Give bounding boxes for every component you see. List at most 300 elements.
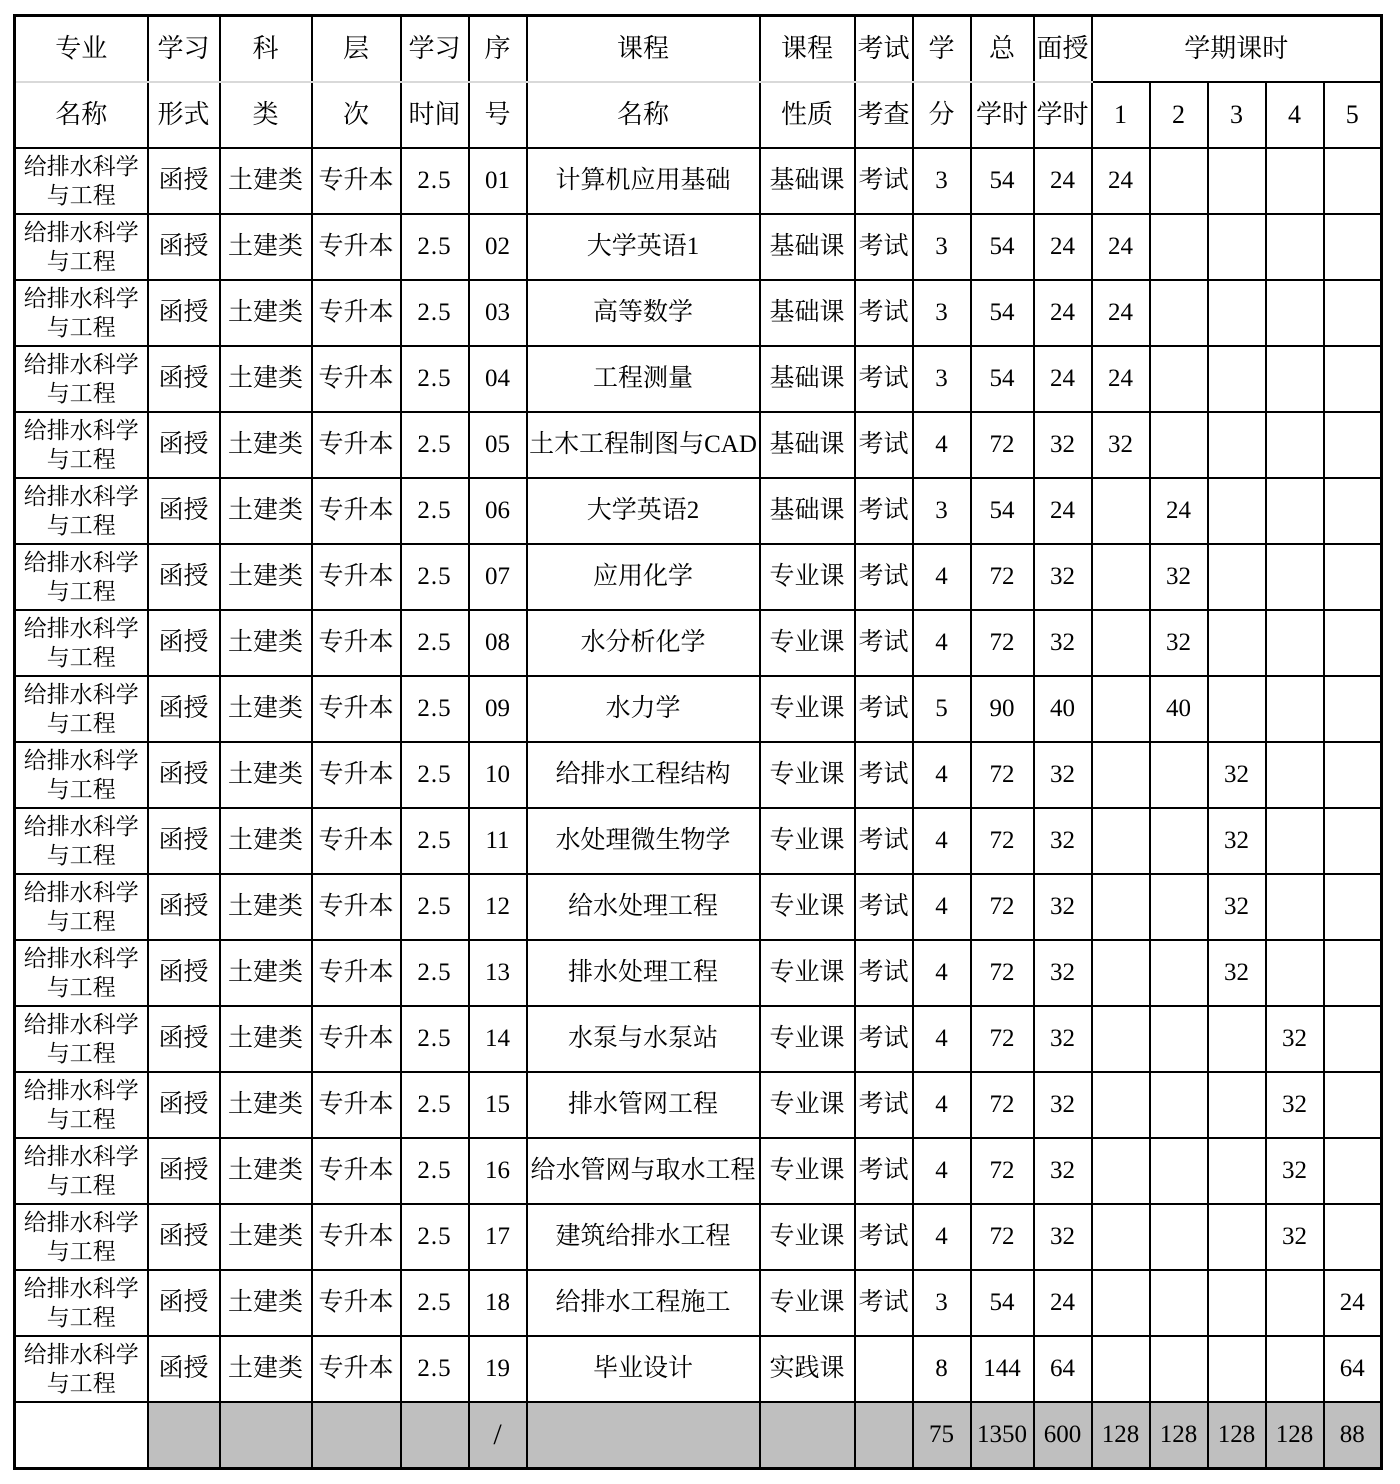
level-cell: 专升本 bbox=[312, 610, 401, 676]
total-hours-cell: 72 bbox=[971, 544, 1034, 610]
study-duration-cell: 2.5 bbox=[401, 1336, 469, 1402]
semester-5-hours-cell bbox=[1324, 742, 1382, 808]
face-to-face-hours-cell: 600 bbox=[1034, 1402, 1092, 1469]
subject-category-cell: 土建类 bbox=[220, 280, 312, 346]
semester-1-hours-cell bbox=[1092, 478, 1150, 544]
level-cell: 专升本 bbox=[312, 280, 401, 346]
credits-cell: 4 bbox=[913, 1138, 971, 1204]
table-body bbox=[15, 148, 1382, 1469]
course-name-cell: 土木工程制图与CAD bbox=[527, 412, 760, 478]
total-hours-cell: 90 bbox=[971, 676, 1034, 742]
course-name-cell: 计算机应用基础 bbox=[527, 148, 760, 214]
study-duration-cell: 2.5 bbox=[401, 874, 469, 940]
course-row bbox=[15, 148, 1382, 214]
semester-2-hours-cell: 32 bbox=[1150, 610, 1208, 676]
total-hours-cell: 72 bbox=[971, 808, 1034, 874]
course-name-cell: 排水管网工程 bbox=[527, 1072, 760, 1138]
header-exam-type: 考试 bbox=[855, 16, 913, 83]
semester-3-hours-cell bbox=[1208, 280, 1266, 346]
seq-no-cell: 11 bbox=[469, 808, 527, 874]
face-to-face-hours-cell: 32 bbox=[1034, 1072, 1092, 1138]
major-name-cell: 给排水科学与工程 bbox=[15, 412, 148, 478]
level-cell bbox=[312, 1402, 401, 1469]
semester-3-hours-cell bbox=[1208, 1336, 1266, 1402]
subject-category-cell: 土建类 bbox=[220, 478, 312, 544]
study-duration-cell: 2.5 bbox=[401, 610, 469, 676]
credits-cell: 3 bbox=[913, 1270, 971, 1336]
course-row bbox=[15, 610, 1382, 676]
study-duration-cell: 2.5 bbox=[401, 1006, 469, 1072]
study-duration-cell: 2.5 bbox=[401, 148, 469, 214]
header-credits-2: 分 bbox=[913, 82, 971, 148]
major-name-cell: 给排水科学与工程 bbox=[15, 874, 148, 940]
semester-1-hours-cell: 24 bbox=[1092, 214, 1150, 280]
course-nature-cell: 专业课 bbox=[760, 1204, 855, 1270]
semester-5-hours-cell bbox=[1324, 280, 1382, 346]
exam-type-cell: 考试 bbox=[855, 742, 913, 808]
semester-3-hours-cell bbox=[1208, 412, 1266, 478]
course-name-cell: 水处理微生物学 bbox=[527, 808, 760, 874]
exam-type-cell: 考试 bbox=[855, 610, 913, 676]
face-to-face-hours-cell: 32 bbox=[1034, 412, 1092, 478]
header-study-duration: 学习 bbox=[401, 16, 469, 83]
credits-cell: 8 bbox=[913, 1336, 971, 1402]
study-duration-cell: 2.5 bbox=[401, 742, 469, 808]
credits-cell: 4 bbox=[913, 1204, 971, 1270]
level-cell: 专升本 bbox=[312, 214, 401, 280]
semester-3-hours-cell: 32 bbox=[1208, 874, 1266, 940]
course-name-cell: 建筑给排水工程 bbox=[527, 1204, 760, 1270]
face-to-face-hours-cell: 32 bbox=[1034, 1138, 1092, 1204]
course-name-cell: 大学英语1 bbox=[527, 214, 760, 280]
face-to-face-hours-cell: 32 bbox=[1034, 1204, 1092, 1270]
study-form-cell: 函授 bbox=[148, 1336, 220, 1402]
credits-cell: 3 bbox=[913, 346, 971, 412]
course-row bbox=[15, 214, 1382, 280]
semester-3-hours-cell bbox=[1208, 346, 1266, 412]
course-name-cell: 给排水工程施工 bbox=[527, 1270, 760, 1336]
total-hours-cell: 54 bbox=[971, 214, 1034, 280]
exam-type-cell: 考试 bbox=[855, 940, 913, 1006]
study-duration-cell: 2.5 bbox=[401, 1138, 469, 1204]
credits-cell: 4 bbox=[913, 412, 971, 478]
course-row bbox=[15, 1072, 1382, 1138]
major-name-cell: 给排水科学与工程 bbox=[15, 1204, 148, 1270]
semester-4-hours-cell: 32 bbox=[1266, 1204, 1324, 1270]
face-to-face-hours-cell: 24 bbox=[1034, 346, 1092, 412]
major-name-cell: 给排水科学与工程 bbox=[15, 148, 148, 214]
credits-cell: 5 bbox=[913, 676, 971, 742]
semester-3-hours-cell bbox=[1208, 1072, 1266, 1138]
exam-type-cell: 考试 bbox=[855, 214, 913, 280]
course-row bbox=[15, 1204, 1382, 1270]
semester-5-hours-cell bbox=[1324, 214, 1382, 280]
study-form-cell: 函授 bbox=[148, 148, 220, 214]
semester-3-hours-cell bbox=[1208, 1138, 1266, 1204]
major-name-cell: 给排水科学与工程 bbox=[15, 1006, 148, 1072]
semester-3-hours-cell bbox=[1208, 478, 1266, 544]
total-hours-cell: 54 bbox=[971, 280, 1034, 346]
semester-2-hours-cell bbox=[1150, 874, 1208, 940]
exam-type-cell: 考试 bbox=[855, 1138, 913, 1204]
course-name-cell: 排水处理工程 bbox=[527, 940, 760, 1006]
header-course-nature: 课程 bbox=[760, 16, 855, 83]
credits-cell: 3 bbox=[913, 280, 971, 346]
seq-no-cell: 15 bbox=[469, 1072, 527, 1138]
study-duration-cell: 2.5 bbox=[401, 412, 469, 478]
semester-4-hours-cell bbox=[1266, 346, 1324, 412]
total-hours-cell: 72 bbox=[971, 874, 1034, 940]
semester-4-hours-cell bbox=[1266, 1270, 1324, 1336]
level-cell: 专升本 bbox=[312, 346, 401, 412]
semester-2-hours-cell bbox=[1150, 412, 1208, 478]
course-nature-cell: 专业课 bbox=[760, 1006, 855, 1072]
study-form-cell: 函授 bbox=[148, 1006, 220, 1072]
credits-cell: 4 bbox=[913, 808, 971, 874]
face-to-face-hours-cell: 24 bbox=[1034, 214, 1092, 280]
header-seq-no-2: 号 bbox=[469, 82, 527, 148]
semester-5-hours-cell bbox=[1324, 478, 1382, 544]
semester-1-hours-cell bbox=[1092, 544, 1150, 610]
course-nature-cell: 专业课 bbox=[760, 544, 855, 610]
semester-2-hours-cell bbox=[1150, 148, 1208, 214]
semester-1-hours-cell bbox=[1092, 940, 1150, 1006]
course-name-cell: 大学英语2 bbox=[527, 478, 760, 544]
course-nature-cell: 专业课 bbox=[760, 1138, 855, 1204]
semester-5-hours-cell bbox=[1324, 610, 1382, 676]
subject-category-cell: 土建类 bbox=[220, 874, 312, 940]
course-row bbox=[15, 544, 1382, 610]
header-total-hours-2: 学时 bbox=[971, 82, 1034, 148]
semester-3-hours-cell: 32 bbox=[1208, 808, 1266, 874]
semester-3-hours-cell: 32 bbox=[1208, 940, 1266, 1006]
header-study-form: 学习 bbox=[148, 16, 220, 83]
semester-5-hours-cell: 88 bbox=[1324, 1402, 1382, 1469]
semester-3-hours-cell bbox=[1208, 214, 1266, 280]
major-name-cell: 给排水科学与工程 bbox=[15, 610, 148, 676]
seq-no-cell: 10 bbox=[469, 742, 527, 808]
semester-4-hours-cell bbox=[1266, 1336, 1324, 1402]
course-nature-cell: 专业课 bbox=[760, 610, 855, 676]
semester-1-hours-cell bbox=[1092, 610, 1150, 676]
semester-5-hours-cell bbox=[1324, 1072, 1382, 1138]
subject-category-cell: 土建类 bbox=[220, 1336, 312, 1402]
major-name-cell: 给排水科学与工程 bbox=[15, 1138, 148, 1204]
seq-no-cell: / bbox=[469, 1402, 527, 1469]
major-name-cell: 给排水科学与工程 bbox=[15, 940, 148, 1006]
seq-no-cell: 02 bbox=[469, 214, 527, 280]
semester-5-hours-cell bbox=[1324, 1138, 1382, 1204]
level-cell: 专升本 bbox=[312, 1006, 401, 1072]
subject-category-cell: 土建类 bbox=[220, 346, 312, 412]
semester-2-hours-cell bbox=[1150, 214, 1208, 280]
face-to-face-hours-cell: 24 bbox=[1034, 148, 1092, 214]
course-row bbox=[15, 1336, 1382, 1402]
course-row bbox=[15, 874, 1382, 940]
subject-category-cell: 土建类 bbox=[220, 940, 312, 1006]
course-nature-cell: 实践课 bbox=[760, 1336, 855, 1402]
face-to-face-hours-cell: 32 bbox=[1034, 742, 1092, 808]
major-name-cell: 给排水科学与工程 bbox=[15, 478, 148, 544]
total-hours-cell: 72 bbox=[971, 1006, 1034, 1072]
level-cell: 专升本 bbox=[312, 742, 401, 808]
header-semester-1: 1 bbox=[1092, 82, 1150, 148]
semester-2-hours-cell: 40 bbox=[1150, 676, 1208, 742]
total-hours-cell: 1350 bbox=[971, 1402, 1034, 1469]
header-level: 层 bbox=[312, 16, 401, 83]
course-nature-cell: 基础课 bbox=[760, 346, 855, 412]
total-hours-cell: 72 bbox=[971, 940, 1034, 1006]
study-form-cell: 函授 bbox=[148, 874, 220, 940]
total-hours-cell: 54 bbox=[971, 148, 1034, 214]
credits-cell: 4 bbox=[913, 1072, 971, 1138]
exam-type-cell: 考试 bbox=[855, 148, 913, 214]
semester-4-hours-cell bbox=[1266, 676, 1324, 742]
exam-type-cell: 考试 bbox=[855, 412, 913, 478]
semester-3-hours-cell bbox=[1208, 1006, 1266, 1072]
course-nature-cell: 专业课 bbox=[760, 676, 855, 742]
header-study-duration-2: 时间 bbox=[401, 82, 469, 148]
semester-2-hours-cell bbox=[1150, 1336, 1208, 1402]
study-duration-cell: 2.5 bbox=[401, 676, 469, 742]
study-form-cell: 函授 bbox=[148, 1138, 220, 1204]
exam-type-cell: 考试 bbox=[855, 478, 913, 544]
study-duration-cell: 2.5 bbox=[401, 808, 469, 874]
course-row bbox=[15, 1270, 1382, 1336]
semester-1-hours-cell bbox=[1092, 874, 1150, 940]
major-name-cell: 给排水科学与工程 bbox=[15, 1336, 148, 1402]
semester-2-hours-cell bbox=[1150, 1270, 1208, 1336]
semester-3-hours-cell: 32 bbox=[1208, 742, 1266, 808]
level-cell: 专升本 bbox=[312, 1204, 401, 1270]
course-name-cell bbox=[527, 1402, 760, 1469]
semester-4-hours-cell: 32 bbox=[1266, 1138, 1324, 1204]
course-nature-cell bbox=[760, 1402, 855, 1469]
semester-5-hours-cell bbox=[1324, 1204, 1382, 1270]
study-duration-cell: 2.5 bbox=[401, 214, 469, 280]
credits-cell: 4 bbox=[913, 742, 971, 808]
study-duration-cell: 2.5 bbox=[401, 1270, 469, 1336]
course-nature-cell: 专业课 bbox=[760, 874, 855, 940]
table-header bbox=[15, 16, 1382, 149]
study-form-cell: 函授 bbox=[148, 214, 220, 280]
course-row bbox=[15, 478, 1382, 544]
exam-type-cell: 考试 bbox=[855, 874, 913, 940]
exam-type-cell: 考试 bbox=[855, 280, 913, 346]
face-to-face-hours-cell: 32 bbox=[1034, 1006, 1092, 1072]
study-form-cell: 函授 bbox=[148, 1072, 220, 1138]
semester-4-hours-cell bbox=[1266, 148, 1324, 214]
semester-2-hours-cell bbox=[1150, 808, 1208, 874]
semester-4-hours-cell bbox=[1266, 940, 1324, 1006]
course-name-cell: 给水管网与取水工程 bbox=[527, 1138, 760, 1204]
course-row bbox=[15, 412, 1382, 478]
semester-4-hours-cell bbox=[1266, 742, 1324, 808]
exam-type-cell: 考试 bbox=[855, 1204, 913, 1270]
seq-no-cell: 17 bbox=[469, 1204, 527, 1270]
face-to-face-hours-cell: 32 bbox=[1034, 610, 1092, 676]
study-form-cell: 函授 bbox=[148, 940, 220, 1006]
semester-2-hours-cell bbox=[1150, 1138, 1208, 1204]
header-semester-4: 4 bbox=[1266, 82, 1324, 148]
study-form-cell bbox=[148, 1402, 220, 1469]
major-name-cell: 给排水科学与工程 bbox=[15, 544, 148, 610]
semester-1-hours-cell bbox=[1092, 1072, 1150, 1138]
total-hours-cell: 54 bbox=[971, 478, 1034, 544]
course-name-cell: 毕业设计 bbox=[527, 1336, 760, 1402]
seq-no-cell: 03 bbox=[469, 280, 527, 346]
header-major-name: 专业 bbox=[15, 16, 148, 83]
subject-category-cell: 土建类 bbox=[220, 544, 312, 610]
study-form-cell: 函授 bbox=[148, 808, 220, 874]
header-category: 科 bbox=[220, 16, 312, 83]
study-duration-cell: 2.5 bbox=[401, 1072, 469, 1138]
semester-2-hours-cell bbox=[1150, 346, 1208, 412]
exam-type-cell: 考试 bbox=[855, 346, 913, 412]
face-to-face-hours-cell: 32 bbox=[1034, 874, 1092, 940]
level-cell: 专升本 bbox=[312, 874, 401, 940]
study-duration-cell: 2.5 bbox=[401, 280, 469, 346]
header-exam-type-2: 考查 bbox=[855, 82, 913, 148]
header-course-name-2: 名称 bbox=[527, 82, 760, 148]
semester-1-hours-cell bbox=[1092, 1204, 1150, 1270]
level-cell: 专升本 bbox=[312, 676, 401, 742]
semester-1-hours-cell: 32 bbox=[1092, 412, 1150, 478]
semester-5-hours-cell: 24 bbox=[1324, 1270, 1382, 1336]
course-name-cell: 给排水工程结构 bbox=[527, 742, 760, 808]
course-nature-cell: 专业课 bbox=[760, 1072, 855, 1138]
semester-5-hours-cell bbox=[1324, 346, 1382, 412]
semester-5-hours-cell bbox=[1324, 1006, 1382, 1072]
semester-2-hours-cell bbox=[1150, 280, 1208, 346]
credits-cell: 4 bbox=[913, 874, 971, 940]
credits-cell: 3 bbox=[913, 148, 971, 214]
header-row-bottom bbox=[15, 82, 1382, 148]
course-name-cell: 水分析化学 bbox=[527, 610, 760, 676]
semester-3-hours-cell bbox=[1208, 544, 1266, 610]
total-hours-cell: 72 bbox=[971, 742, 1034, 808]
face-to-face-hours-cell: 24 bbox=[1034, 1270, 1092, 1336]
semester-3-hours-cell bbox=[1208, 148, 1266, 214]
study-form-cell: 函授 bbox=[148, 1204, 220, 1270]
curriculum-table-container bbox=[13, 14, 1383, 1470]
header-semester-hours-group: 学期课时 bbox=[1092, 16, 1382, 83]
level-cell: 专升本 bbox=[312, 544, 401, 610]
major-name-cell: 给排水科学与工程 bbox=[15, 1270, 148, 1336]
subject-category-cell: 土建类 bbox=[220, 1270, 312, 1336]
semester-5-hours-cell bbox=[1324, 808, 1382, 874]
semester-4-hours-cell bbox=[1266, 280, 1324, 346]
header-study-form-2: 形式 bbox=[148, 82, 220, 148]
major-name-cell bbox=[15, 1402, 148, 1469]
subject-category-cell: 土建类 bbox=[220, 214, 312, 280]
study-form-cell: 函授 bbox=[148, 544, 220, 610]
exam-type-cell bbox=[855, 1402, 913, 1469]
course-row bbox=[15, 808, 1382, 874]
course-row bbox=[15, 940, 1382, 1006]
semester-1-hours-cell bbox=[1092, 1336, 1150, 1402]
subject-category-cell: 土建类 bbox=[220, 676, 312, 742]
course-nature-cell: 基础课 bbox=[760, 478, 855, 544]
major-name-cell: 给排水科学与工程 bbox=[15, 280, 148, 346]
semester-5-hours-cell bbox=[1324, 676, 1382, 742]
study-duration-cell: 2.5 bbox=[401, 940, 469, 1006]
seq-no-cell: 16 bbox=[469, 1138, 527, 1204]
subject-category-cell: 土建类 bbox=[220, 412, 312, 478]
semester-4-hours-cell: 32 bbox=[1266, 1072, 1324, 1138]
study-form-cell: 函授 bbox=[148, 610, 220, 676]
course-row bbox=[15, 1138, 1382, 1204]
subject-category-cell bbox=[220, 1402, 312, 1469]
major-name-cell: 给排水科学与工程 bbox=[15, 346, 148, 412]
header-row-top bbox=[15, 16, 1382, 83]
exam-type-cell: 考试 bbox=[855, 544, 913, 610]
semester-5-hours-cell: 64 bbox=[1324, 1336, 1382, 1402]
semester-1-hours-cell: 24 bbox=[1092, 346, 1150, 412]
course-nature-cell: 专业课 bbox=[760, 940, 855, 1006]
semester-4-hours-cell bbox=[1266, 874, 1324, 940]
semester-4-hours-cell bbox=[1266, 610, 1324, 676]
semester-4-hours-cell bbox=[1266, 544, 1324, 610]
subject-category-cell: 土建类 bbox=[220, 1138, 312, 1204]
face-to-face-hours-cell: 24 bbox=[1034, 280, 1092, 346]
course-nature-cell: 专业课 bbox=[760, 742, 855, 808]
course-row bbox=[15, 280, 1382, 346]
face-to-face-hours-cell: 32 bbox=[1034, 808, 1092, 874]
exam-type-cell bbox=[855, 1336, 913, 1402]
course-name-cell: 高等数学 bbox=[527, 280, 760, 346]
semester-1-hours-cell bbox=[1092, 808, 1150, 874]
header-level-2: 次 bbox=[312, 82, 401, 148]
semester-3-hours-cell bbox=[1208, 1204, 1266, 1270]
semester-2-hours-cell bbox=[1150, 1204, 1208, 1270]
semester-3-hours-cell bbox=[1208, 610, 1266, 676]
study-duration-cell bbox=[401, 1402, 469, 1469]
subject-category-cell: 土建类 bbox=[220, 148, 312, 214]
study-form-cell: 函授 bbox=[148, 676, 220, 742]
major-name-cell: 给排水科学与工程 bbox=[15, 676, 148, 742]
seq-no-cell: 18 bbox=[469, 1270, 527, 1336]
study-duration-cell: 2.5 bbox=[401, 544, 469, 610]
face-to-face-hours-cell: 40 bbox=[1034, 676, 1092, 742]
header-course-name: 课程 bbox=[527, 16, 760, 83]
study-form-cell: 函授 bbox=[148, 280, 220, 346]
semester-3-hours-cell bbox=[1208, 1270, 1266, 1336]
course-nature-cell: 基础课 bbox=[760, 214, 855, 280]
semester-3-hours-cell: 128 bbox=[1208, 1402, 1266, 1469]
course-nature-cell: 基础课 bbox=[760, 280, 855, 346]
total-hours-cell: 72 bbox=[971, 1072, 1034, 1138]
course-name-cell: 工程测量 bbox=[527, 346, 760, 412]
course-nature-cell: 专业课 bbox=[760, 1270, 855, 1336]
header-total-hours: 总 bbox=[971, 16, 1034, 83]
level-cell: 专升本 bbox=[312, 940, 401, 1006]
study-duration-cell: 2.5 bbox=[401, 1204, 469, 1270]
course-nature-cell: 基础课 bbox=[760, 412, 855, 478]
level-cell: 专升本 bbox=[312, 1270, 401, 1336]
subject-category-cell: 土建类 bbox=[220, 742, 312, 808]
seq-no-cell: 14 bbox=[469, 1006, 527, 1072]
credits-cell: 75 bbox=[913, 1402, 971, 1469]
exam-type-cell: 考试 bbox=[855, 808, 913, 874]
major-name-cell: 给排水科学与工程 bbox=[15, 214, 148, 280]
total-hours-cell: 72 bbox=[971, 610, 1034, 676]
semester-4-hours-cell bbox=[1266, 412, 1324, 478]
study-form-cell: 函授 bbox=[148, 478, 220, 544]
face-to-face-hours-cell: 32 bbox=[1034, 940, 1092, 1006]
credits-cell: 3 bbox=[913, 478, 971, 544]
total-hours-cell: 72 bbox=[971, 412, 1034, 478]
